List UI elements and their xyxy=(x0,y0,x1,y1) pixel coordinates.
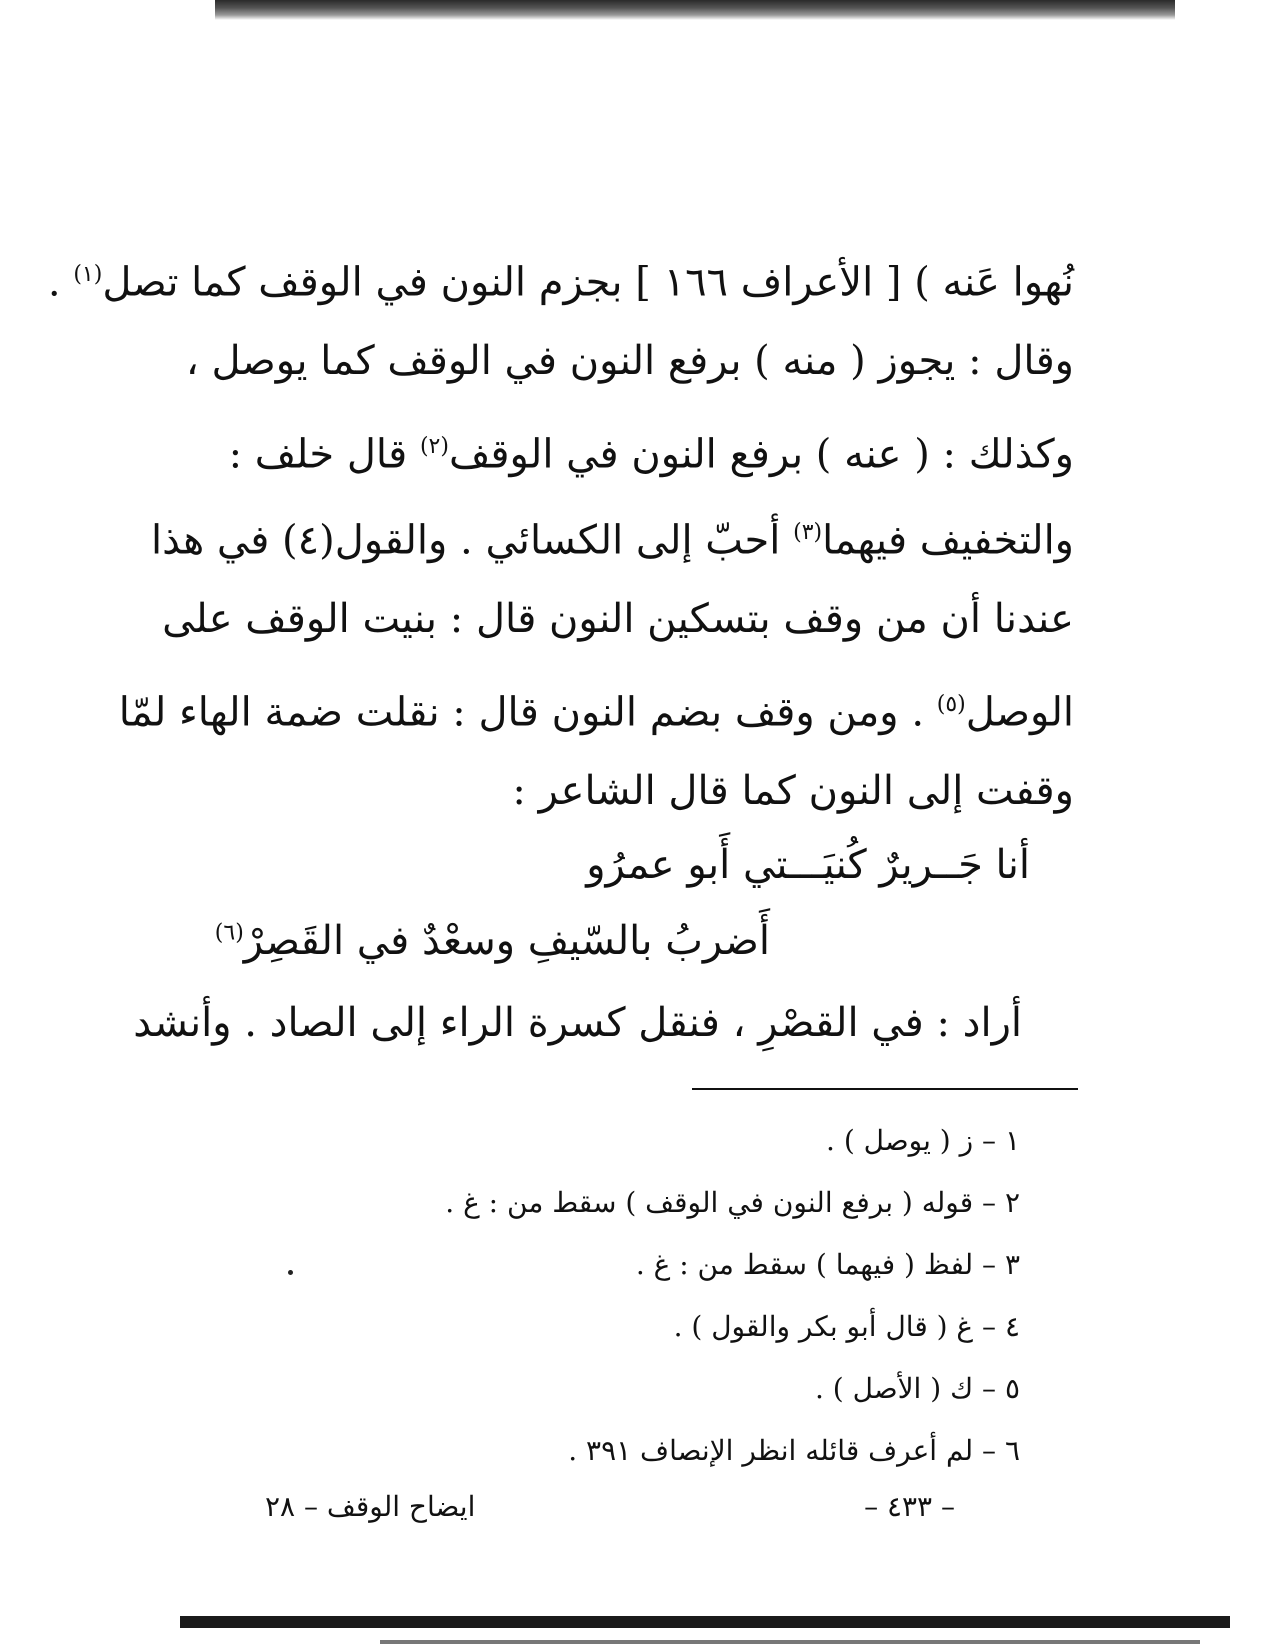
footnotes xyxy=(380,1110,1020,1482)
main-text xyxy=(47,232,1074,834)
text-line-6: الوصل$^{(٥)}$ . ومن وقف بضم النون قال : نقلت ضمة الهاء لمّا xyxy=(118,689,1074,736)
footnote-6: ٦ – لم أعرف قائله انظر الإنصاف ٣٩١ . xyxy=(568,1434,1020,1467)
text-line-2: وقال : يجوز ( منه ) برفع النون في الوقف كما يوصل ، xyxy=(185,338,1074,384)
footnote-3: ٣ – لفظ ( فيهما ) سقط من : غ . xyxy=(635,1248,1020,1281)
scan-speck xyxy=(288,1270,293,1275)
text-line-after-verse: أراد : في القصْرِ ، فنقل كسرة الراء إلى الصاد . وأنشد xyxy=(133,1000,1022,1046)
text-line-7: وقفت إلى النون كما قال الشاعر : xyxy=(512,768,1074,814)
footnote-ref-1: (١) xyxy=(73,262,103,287)
book-signature: ايضاح الوقف – ٢٨ xyxy=(265,1490,476,1523)
scan-edge-bottom-faint xyxy=(380,1640,1200,1644)
text-line-4: والتخفيف فيهما$^{(٣)}$ أحبّ إلى الكسائي . والقول(٤) في هذا xyxy=(150,517,1074,564)
footnote-2: ٢ – قوله ( برفع النون في الوقف ) سقط من : غ . xyxy=(445,1186,1020,1219)
verse-line-1: أنا جَــريرٌ كُنيَـــتي أَبو عمرُو xyxy=(586,842,1030,888)
verse-line-2: أَضربُ بالسّيفِ وسعْدٌ في القَصِرْ$^{(٦)}$ xyxy=(214,918,770,964)
text-line-3: وكذلك : ( عنه ) برفع النون في الوقف$^{(٢)}$ قال خلف : xyxy=(228,431,1074,478)
footnote-ref-6: (٦) xyxy=(214,920,244,946)
footnote-ref-3: (٣) xyxy=(793,520,823,545)
text-line-1: نُهوا عَنه ) [ الأعراف ١٦٦ ] بجزم النون في الوقف كما تصل$^{(١)}$ . xyxy=(47,259,1074,306)
page-number: – ٤٣٣ – xyxy=(864,1490,955,1523)
text-line-5: عندنا أن من وقف بتسكين النون قال : بنيت الوقف على xyxy=(162,596,1074,642)
scan-edge-top xyxy=(215,0,1175,20)
page-footer xyxy=(265,1490,955,1530)
footnote-ref-2: (٢) xyxy=(419,434,449,459)
footnote-divider xyxy=(692,1088,1078,1090)
footnote-5: ٥ – ك ( الأصل ) . xyxy=(814,1372,1020,1405)
scan-edge-bottom xyxy=(180,1616,1230,1628)
footnote-ref-5: (٥) xyxy=(936,692,966,717)
footnote-4: ٤ – غ ( قال أبو بكر والقول ) . xyxy=(673,1310,1020,1343)
footnote-1: ١ – ز ( يوصل ) . xyxy=(826,1124,1020,1157)
